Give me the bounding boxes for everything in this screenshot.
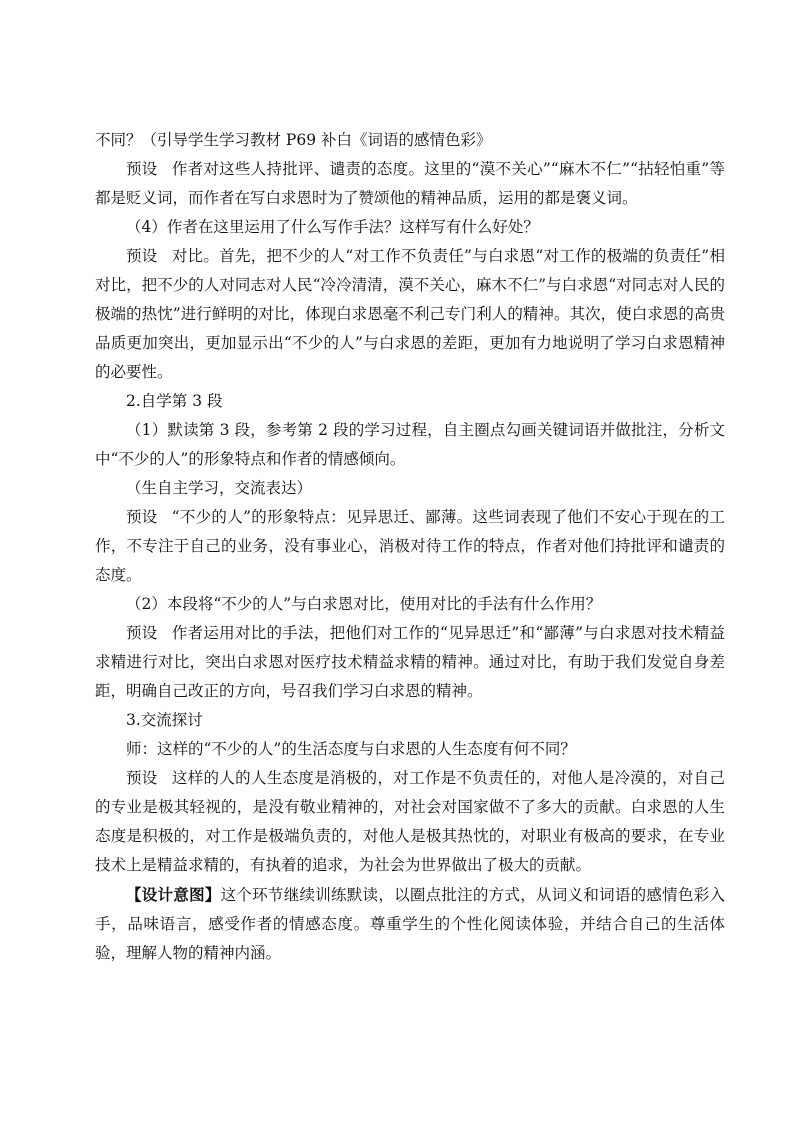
design-intent-label: 【设计意图】 xyxy=(126,885,221,904)
paragraph-note: （生自主学习，交流表达） xyxy=(126,479,313,497)
preset-label: 预设 xyxy=(126,769,158,787)
paragraph-preset-5: 预设 这样的人的人生态度是消极的，对工作是不负责任的，对他人是冷漠的，对自己的专业是极其轻视的，是没有敬业精神的，对社会对国家做不了多大的贡献。白求恩的人生态度是积极的，对工作是极端负责的，对他人是极其热忱的，对职业有极高的要求，在专业技术上是精益求精的，有执着的追求，为社会为世界做出了极大的贡献。 xyxy=(95,769,725,874)
paragraph-preset-1: 预设 作者对这些人持批评、谴责的态度。这里的“漠不关心”“麻木不仁”“拈轻怕重”等都是贬义词，而作者在写白求恩时为了赞颂他的精神品质，运用的都是褒义词。 xyxy=(95,160,725,207)
paragraph-preset-3: 预设 “不少的人”的形象特点：见异思迁、鄙薄。这些词表现了他们不安心于现在的工作，不专注于自己的业务，没有事业心，消极对待工作的特点，作者对他们持批评和谴责的态度。 xyxy=(95,508,725,584)
paragraph-teacher-question: 师：这样的“不少的人”的生活态度与白求恩的人生态度有何不同？ xyxy=(126,740,576,758)
paragraph-question-4: （4）作者在这里运用了什么写作手法？这样写有什么好处？ xyxy=(126,218,539,236)
paragraph-preset-2: 预设 对比。首先，把不少的人“对工作不负责任”与白求恩“对工作的极端的负责任”相对比，把不少的人对同志对人民“冷冷清清，漠不关心，麻木不仁”与白求恩“对同志对人民的极端的热忱”进行鲜明的对比，体现白求恩毫不利己专门利人的精神。其次，使白求恩的高贵品质更加突出，更加显示出“不少的人”与白求恩的差距，更加有力地说明了学习白求恩精神的必要性。 xyxy=(95,247,725,381)
section-heading-3: 3.交流探讨 xyxy=(126,711,203,729)
paragraph-question-1: （1）默读第 3 段，参考第 2 段的学习过程，自主圈点勾画关键词语并做批注，分析文中“不少的人”的形象特点和作者的情感倾向。 xyxy=(95,421,725,468)
preset-label: 预设 xyxy=(126,624,158,642)
paragraph-continuation: 不同？（引导学生学习教材 P69 补白《词语的感情色彩》 xyxy=(95,131,492,149)
section-heading-2: 2.自学第 3 段 xyxy=(126,392,223,410)
paragraph-design-intent: 【设计意图】这个环节继续训练默读，以圈点批注的方式，从词义和词语的感情色彩入手，品味语言，感受作者的情感态度。尊重学生的个性化阅读体验，并结合自己的生活体验，理解人物的精神内涵。 xyxy=(95,885,725,962)
preset-label: 预设 xyxy=(126,508,158,526)
paragraph-preset-4: 预设 作者运用对比的手法，把他们对工作的“见异思迁”和“鄙薄”与白求恩对技术精益求精进行对比，突出白求恩对医疗技术精益求精的精神。通过对比，有助于我们发觉自身差距，明确自己改正的方向，号召我们学习白求恩的精神。 xyxy=(95,624,725,700)
preset-label: 预设 xyxy=(126,247,158,265)
preset-label: 预设 xyxy=(126,160,158,178)
document-body xyxy=(95,126,725,968)
paragraph-question-2: （2）本段将“不少的人”与白求恩对比，使用对比的手法有什么作用？ xyxy=(126,595,602,613)
